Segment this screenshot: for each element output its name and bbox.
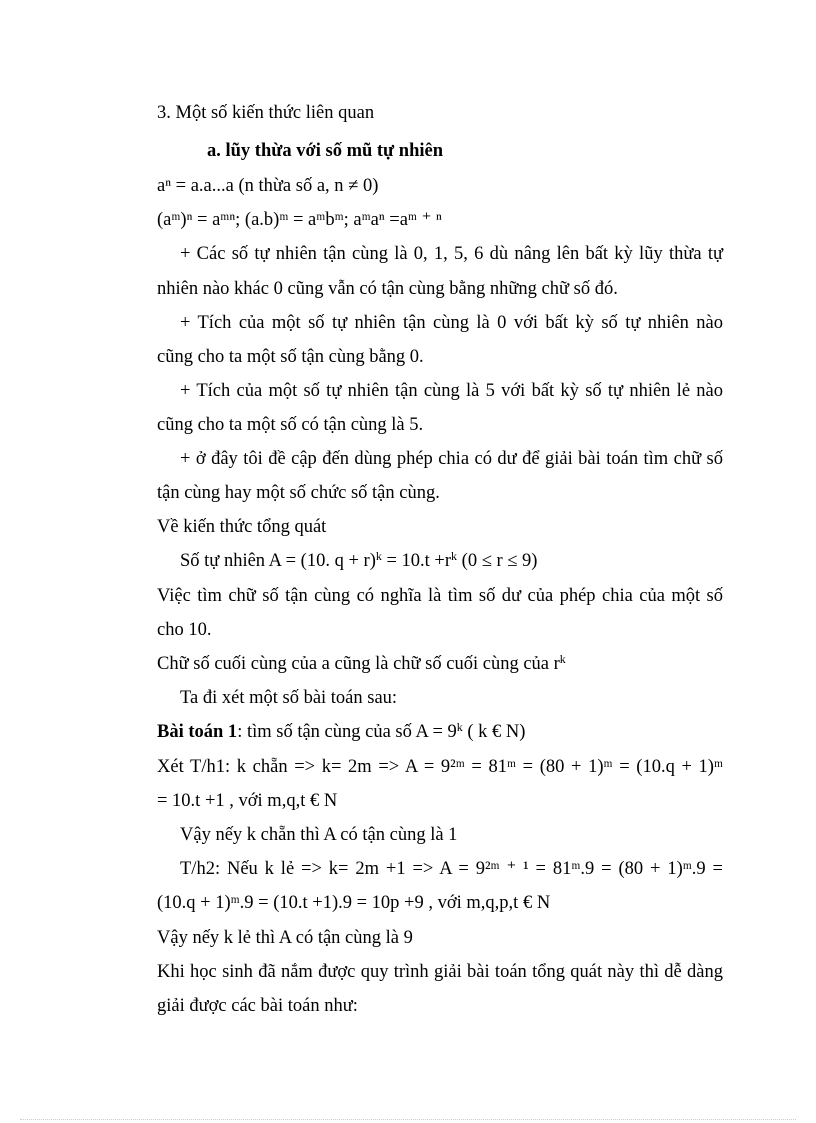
general-formula: Số tự nhiên A = (10. $q + r)^k = 10.t +r^k$ (0 ≤ r ≤ 9): [180, 549, 538, 571]
case-1-line-1: Xét T/h1: k chẵn => k= 2m => A = 9²ᵐ = 81ᵐ = (80 + 1)ᵐ = (10.q + 1)ᵐ: [157, 757, 723, 777]
case-2-line-2: (10.q + 1)ᵐ.9 = (10.t +1).9 = 10p +9 , với m,q,p,t € N: [157, 893, 551, 913]
point-2-line-1: + Tích của một số tự nhiên tận cùng là 0 với bất kỳ số tự nhiên nào: [180, 313, 723, 333]
point-1-line-2: nhiên nào khác 0 cũng vẫn có tận cùng bằng những chữ số đó.: [157, 279, 618, 299]
closing-line-2: giải được các bài toán như:: [157, 996, 358, 1016]
page-bottom-divider: [20, 1119, 796, 1120]
section-subheading: a. lũy thừa với số mũ tự nhiên: [207, 141, 443, 161]
problem-1-label: Bài toán 1: [157, 722, 238, 742]
case-1-conclusion: Vậy nếy k chẵn thì A có tận cùng là 1: [180, 825, 458, 845]
case-2-line-1: T/h2: Nếu k lẻ => k= 2m +1 => A = 9²ᵐ ⁺ ¹ = 81ᵐ.9 = (80 + 1)ᵐ.9 =: [180, 859, 723, 879]
problems-intro: Ta đi xét một số bài toán sau:: [180, 688, 398, 708]
section-heading: 3. Một số kiến thức liên quan: [157, 103, 375, 123]
point-3-line-1: + Tích của một số tự nhiên tận cùng là 5 với bất kỳ số tự nhiên lẻ nào: [180, 381, 723, 401]
problem-1-statement: Bài toán 1: tìm số tận cùng của số $A = 9^k$ ( k € N): [157, 720, 526, 742]
point-3-line-2: cũng cho ta một số có tận cùng là 5.: [157, 415, 424, 435]
case-2-conclusion: Vậy nếy k lẻ thì A có tận cùng là 9: [157, 928, 413, 948]
point-4-line-1: + ở đây tôi đề cập đến dùng phép chia có dư để giải bài toán tìm chữ số: [180, 449, 723, 469]
point-1-line-1: + Các số tự nhiên tận cùng là 0, 1, 5, 6 dù nâng lên bất kỳ lũy thừa tự: [180, 244, 723, 264]
point-4-line-2: tận cùng hay một số chức số tận cùng.: [157, 483, 440, 503]
point-2-line-2: cũng cho ta một số tận cùng bằng 0.: [157, 347, 424, 367]
closing-line-1: Khi học sinh đã nắm được quy trình giải bài toán tổng quát này thì dễ dàng: [157, 962, 723, 982]
general-note-line-2: cho 10.: [157, 620, 212, 640]
formula-power-definition: aⁿ = a.a...a (n thừa số a, n ≠ 0): [157, 176, 379, 196]
case-1-line-2: = 10.t +1 , với m,q,t € N: [157, 791, 338, 811]
last-digit-statement: Chữ số cuối cùng của a cũng là chữ số cuối cùng của $r^k$: [157, 652, 566, 674]
general-note-line-1: Việc tìm chữ số tận cùng có nghĩa là tìm số dư của phép chia của một số: [157, 586, 723, 606]
formula-power-rules: (aᵐ)ⁿ = aᵐⁿ; (a.b)ᵐ = aᵐbᵐ; aᵐaⁿ =aᵐ ⁺ ⁿ: [157, 210, 442, 230]
general-knowledge-title: Về kiến thức tổng quát: [157, 517, 327, 537]
